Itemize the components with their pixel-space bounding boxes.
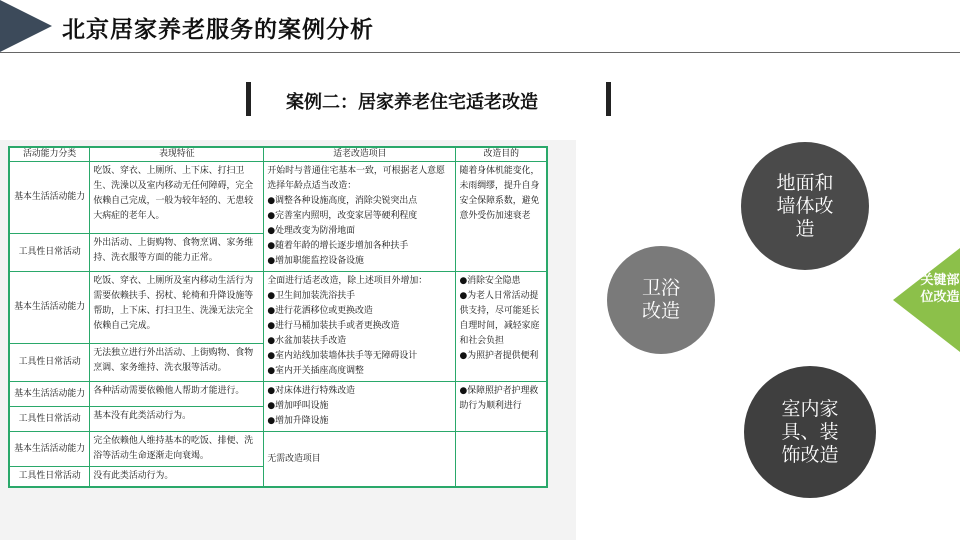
project-line: ●随着年龄的增长逐步增加各种扶手	[267, 241, 409, 251]
table-header-cell: 改造目的	[456, 147, 547, 162]
bathroom-circle	[607, 246, 715, 354]
category-cell: 工具性日常活动	[9, 343, 90, 382]
header-triangle-decoration	[0, 0, 52, 52]
case-title: 案例二：居家养老住宅适老改造	[286, 92, 538, 113]
project-line: ●进行花洒移位或更换改造	[267, 306, 373, 316]
category-cell: 基本生活活动能力	[9, 432, 90, 467]
project-line: ●增加升降设施	[267, 416, 329, 426]
category-cell: 工具性日常活动	[9, 407, 90, 432]
table-header-cell: 表现特征	[90, 147, 264, 162]
category-cell: 基本生活活动能力	[9, 162, 90, 234]
floor-wall-circle	[741, 142, 869, 270]
project-cell	[264, 382, 456, 432]
table-image-area	[0, 140, 576, 540]
feature-cell: 完全依赖他人维持基本的吃饭、排便、洗浴等活动生命逐渐走向衰竭。	[90, 432, 264, 467]
project-line: ●室内开关插座高度调整	[267, 366, 364, 376]
table-row	[9, 162, 547, 234]
project-line: 全面进行适老改造，除上述项目外增加：	[267, 276, 428, 286]
purpose-cell	[456, 432, 547, 488]
key-parts-label: 关键部位改造	[920, 273, 960, 305]
purpose-cell	[456, 272, 547, 382]
floor-wall-label: 地面和墙体改造	[776, 171, 834, 240]
furniture-circle	[744, 366, 876, 498]
project-line: ●对床体进行特殊改造	[267, 386, 355, 396]
project-line: ●进行马桶加装扶手或者更换改造	[267, 321, 400, 331]
purpose-line: ●消除安全隐患	[459, 276, 521, 286]
case-title-left-bar	[246, 82, 251, 116]
project-line: ●水盆加装扶手改造	[267, 336, 347, 346]
purpose-line: ●为老人日常活动提供支持，尽可能延长自理时间，减轻家庭和社会负担	[459, 291, 540, 346]
category-cell: 基本生活活动能力	[9, 382, 90, 407]
purpose-cell: ●保障照护者护理救助行为顺利进行	[456, 382, 547, 432]
case-title-right-bar	[606, 82, 611, 116]
project-line: ●卫生间加装洗浴扶手	[267, 291, 355, 301]
header-divider	[0, 52, 960, 53]
feature-cell: 吃饭、穿衣、上厕所、上下床、打扫卫生、洗澡以及室内移动无任何障碍，完全依赖自己完成，一般为较年轻的、无患较大病症的老年人。	[90, 162, 264, 234]
feature-cell: 基本没有此类活动行为。	[90, 407, 264, 432]
page-title: 北京居家养老服务的案例分析	[62, 17, 374, 43]
project-line: ●调整各种设施高度，消除尖锐突出点	[267, 196, 418, 206]
table-row	[9, 382, 547, 407]
project-line: ●完善室内照明，改变家居等硬利程度	[267, 211, 418, 221]
furniture-label: 室内家具、装饰改造	[781, 397, 839, 466]
purpose-line: ●为照护者提供便利	[459, 351, 539, 361]
feature-cell: 各种活动需要依赖他人帮助才能进行。	[90, 382, 264, 407]
feature-cell: 无法独立进行外出活动、上街购物、食物烹调、家务维持、洗衣服等活动。	[90, 343, 264, 382]
bathroom-label: 卫浴改造	[641, 277, 680, 322]
table-header-cell: 活动能力分类	[9, 147, 90, 162]
feature-cell: 外出活动、上街购物、食物烹调、家务维持、洗衣服等方面的能力正常。	[90, 233, 264, 272]
feature-cell: 没有此类活动行为。	[90, 467, 264, 488]
category-cell: 基本生活活动能力	[9, 272, 90, 344]
renovation-table	[8, 146, 548, 488]
project-line: ●增加职能监控设备设施	[267, 256, 364, 266]
purpose-cell: 随着身体机能变化，未雨绸缪，提升自身安全保障系数，避免意外受伤加速衰老	[456, 162, 547, 272]
project-cell: 无需改造项目	[264, 432, 456, 488]
category-cell: 工具性日常活动	[9, 233, 90, 272]
category-cell: 工具性日常活动	[9, 467, 90, 488]
table-row	[9, 432, 547, 467]
project-cell	[264, 272, 456, 382]
table-header-row	[9, 147, 547, 162]
feature-cell: 吃饭、穿衣、上厕所及室内移动生活行为需要依赖扶手、拐杖、轮椅和升降设施等帮助，上下床、打扫卫生、洗澡无法完全依赖自己完成。	[90, 272, 264, 344]
project-line: 开始时与普通住宅基本一致，可根据老人意愿选择年龄点适当改造：	[267, 166, 445, 191]
project-line: ●增加呼叫设施	[267, 401, 329, 411]
table-row	[9, 272, 547, 344]
project-line: ●室内站线加装墙体扶手等无障碍设计	[267, 351, 418, 361]
project-cell	[264, 162, 456, 272]
table-header-cell: 适老改造项目	[264, 147, 456, 162]
project-line: ●处理改变为防滑地面	[267, 226, 355, 236]
